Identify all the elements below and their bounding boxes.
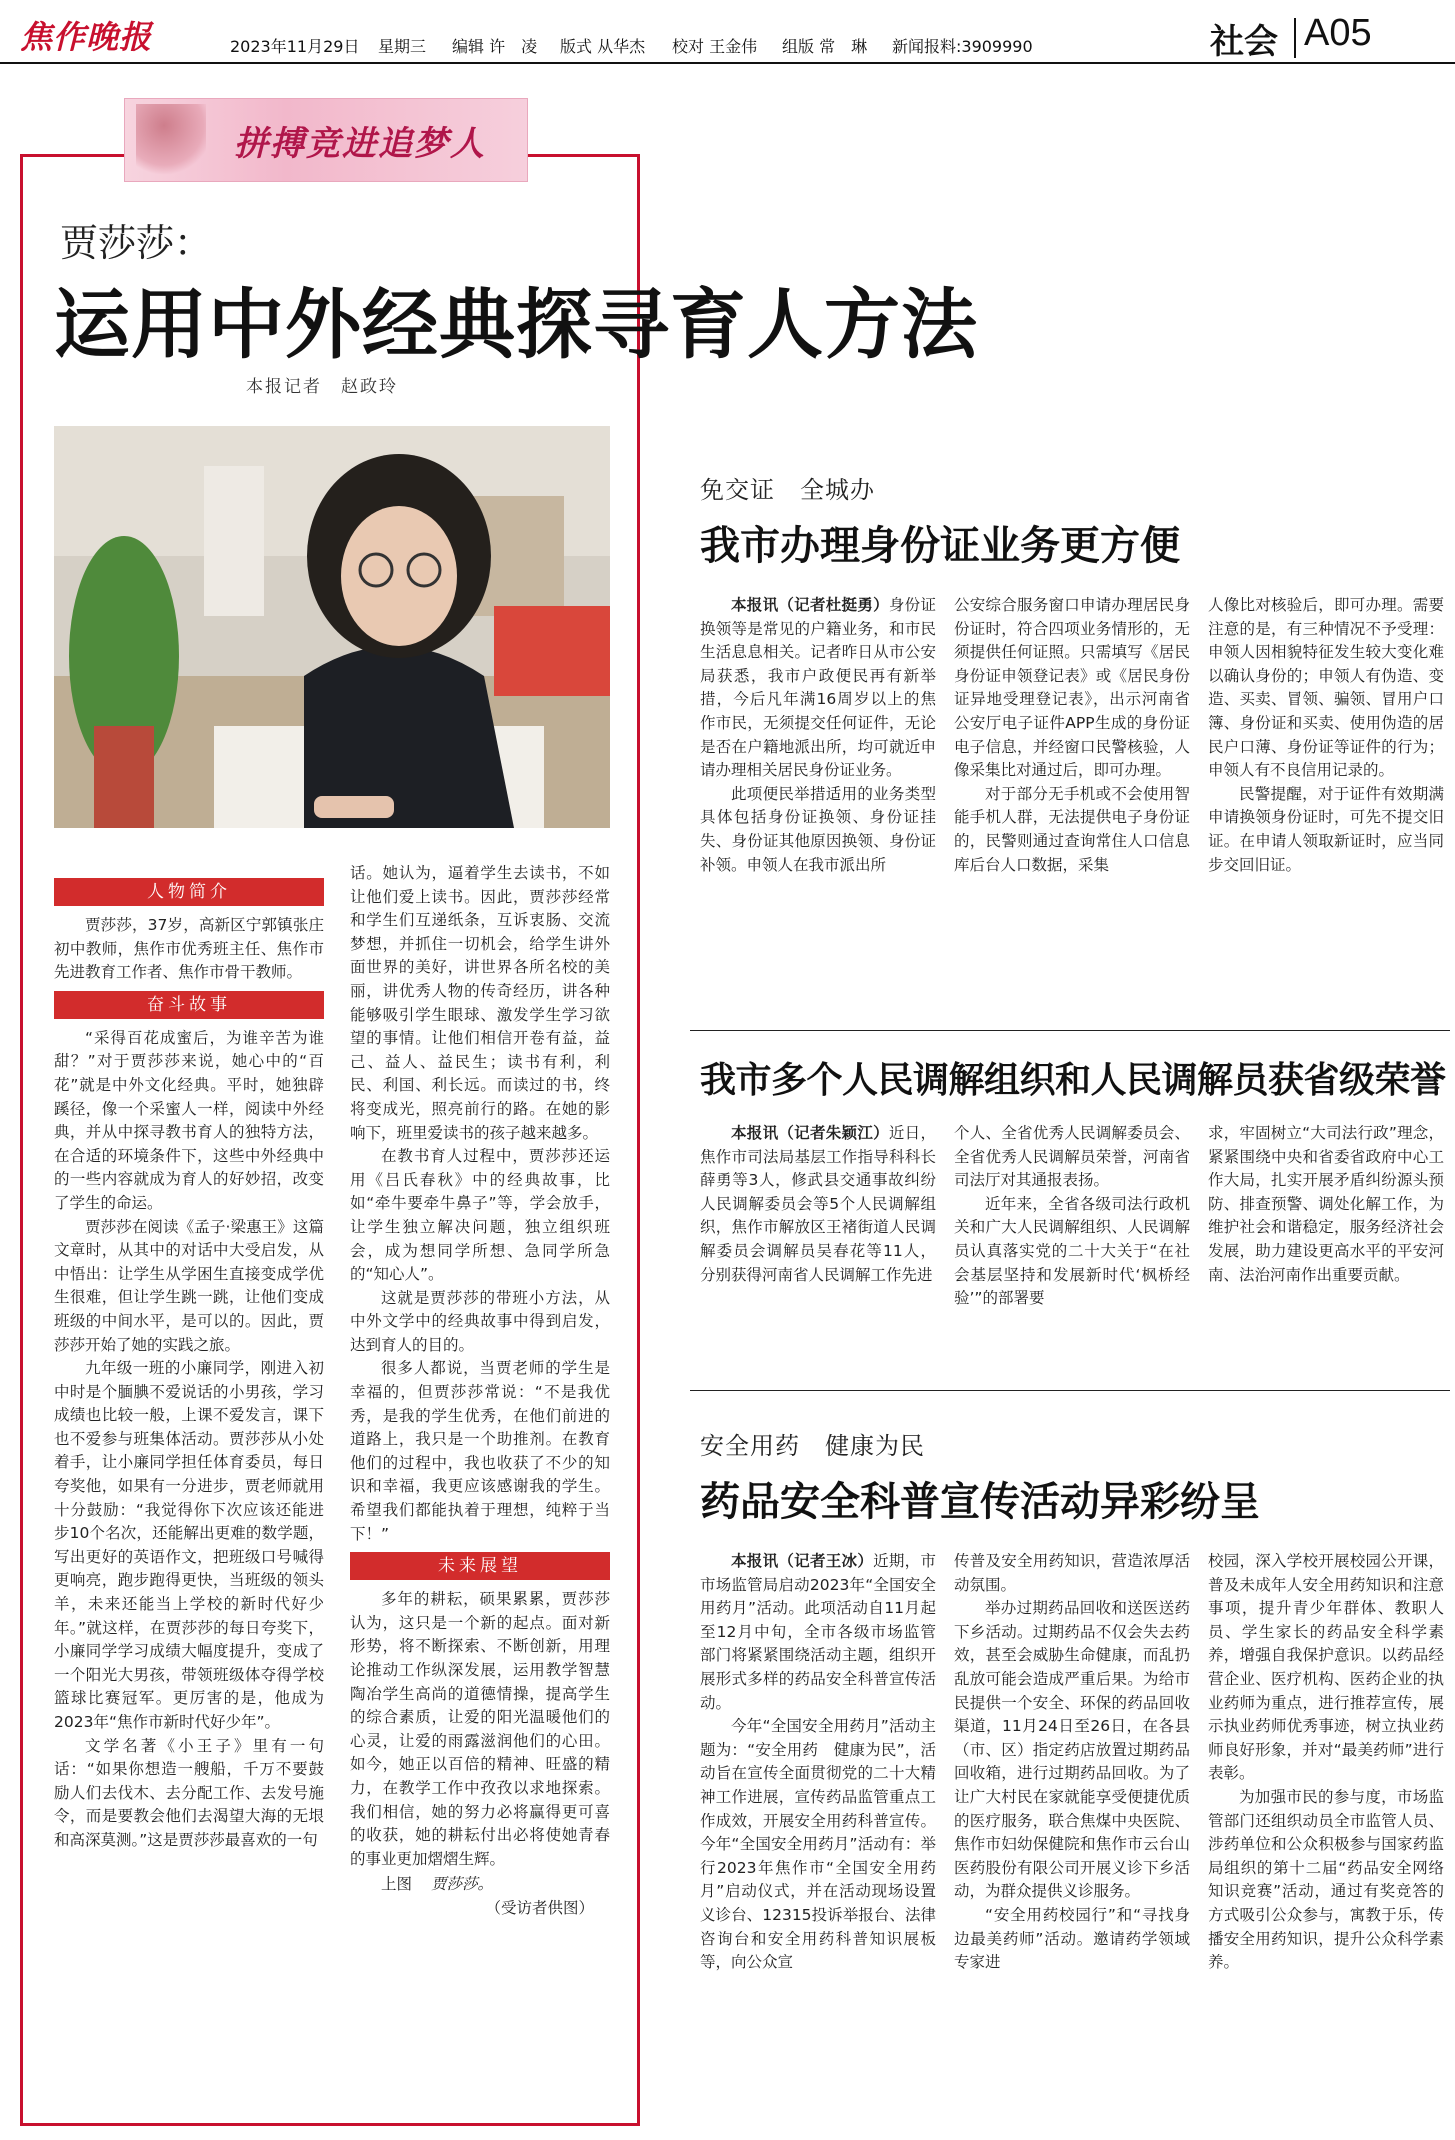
photo-caption (350, 1873, 610, 1897)
body-paragraph: 传普及安全用药知识，营造浓厚活动氛围。 (954, 1552, 1190, 1594)
body-paragraph: “采得百花成蜜后，为谁辛苦为谁甜？”对于贾莎莎来说，她心中的“百花”就是中外文化经典。平时，她独辟蹊径，像一个采蜜人一样，阅读中外经典，并从中探寻教书育人的独特方法，在合适的环境条件下，这些中外经典中的一些内容就成为育人的好妙招，改变了学生的命运。 (54, 1028, 324, 1212)
body-paragraph: 校园，深入学校开展校园公开课，普及未成年人安全用药知识和注意事项，提升青少年群体、教职人员、学生家长的药品安全科学素养，增强自我保护意识。以药品经营企业、医疗机构、医药企业的执业药师为重点，进行推荐宣传，展示执业药师优秀事迹，树立执业药师良好形象，并对“最美药师”进行表彰。 (1208, 1552, 1444, 1783)
story2-kicker: 免交证 全城办 (700, 476, 875, 504)
section-tag-future: 未来展望 (350, 1552, 610, 1580)
body-paragraph: 这就是贾莎莎的带班小方法，从中外文学中的经典故事中得到启发，达到育人的目的。 (350, 1288, 610, 1354)
body-paragraph: 本报讯（记者杜挺勇）身份证换领等是常见的户籍业务，和市民生活息息相关。记者昨日从市公安局获悉，我市户政便民再有新举措，今后凡年满16周岁以上的焦作市民，无须提交任何证件，无论是否在户籍地派出所，均可就近申请办理相关居民身份证业务。 (700, 596, 936, 780)
story2-column-1 (700, 594, 936, 1014)
body-paragraph: 此项便民举措适用的业务类型具体包括身份证换领、身份证挂失、身份证其他原因换领、身份证补领。申领人在我市派出所 (700, 784, 936, 874)
story4-kicker: 安全用药 健康为民 (700, 1432, 925, 1460)
reporter: （记者朱颖江） (778, 1124, 889, 1142)
page-number: A05 (1304, 12, 1372, 54)
story2-column-3 (1208, 594, 1444, 1014)
teacher-photo (54, 426, 610, 828)
story4-column-3 (1208, 1550, 1444, 2130)
masthead-rule (0, 62, 1455, 64)
body-paragraph: 贾莎莎在阅读《孟子·梁惠王》这篇文章时，从其中的对话中大受启发，从中悟出：让学生从学困生直接变成学优生很难，但让学生跳一跳，让他们变成班级的中间水平，是可以的。因此，贾莎莎开始了她的实践之旅。 (54, 1217, 324, 1354)
banner-title: 拼搏竞进追梦人 (234, 124, 486, 164)
story2-headline: 我市办理身份证业务更方便 (700, 523, 1180, 569)
reporter: （记者王冰） (778, 1552, 874, 1570)
body-paragraph: 九年级一班的小廉同学，刚进入初中时是个腼腆不爱说话的小男孩，学习成绩也比较一般，上课不爱发言，课下也不爱参与班集体活动。贾莎莎从小处着手，让小廉同学担任体育委员，每日夸奖他，如果有一分进步，贾老师就用十分鼓励：“我觉得你下次应该还能进步10个名次，还能解出更难的数学题，写出更好的英语作文，把班级口号喊得更响亮，跑步跑得更快，当班级的领头羊，未来还能当上学校的新时代好少年。”就这样，在贾莎莎的每日夸奖下，小廉同学学习成绩大幅度提升，变成了一个阳光大男孩，带领班级体夺得学校篮球比赛冠军。更厉害的是，他成为2023年“焦作市新时代好少年”。 (54, 1359, 324, 1731)
caption-label: 上图 (381, 1875, 413, 1894)
feature-kicker: 贾莎莎： (60, 221, 213, 265)
story2-column-2 (954, 594, 1190, 1014)
story3-column-1 (700, 1122, 936, 1372)
body-paragraph: 话。她认为，逼着学生去读书，不如让他们爱上读书。因此，贾莎莎经常和学生们互递纸条，互诉衷肠、交流梦想，并抓住一切机会，给学生讲外面世界的美好，讲世界各所名校的美丽，讲优秀人物的传奇经历，讲各种能够吸引学生眼球、激发学生学习欲望的事情。让他们相信开卷有益，益己、益人、益民生；读书有利，利民、利国、利长远。而读过的书，终将变成光，照亮前行的路。在她的影响下，班里爱读书的孩子越来越多。 (350, 864, 610, 1142)
body-paragraph: 很多人都说，当贾老师的学生是幸福的，但贾莎莎常说：“不是我优秀，是我的学生优秀，在他们前进的道路上，我只是一个助推剂。在教育他们的过程中，我也收获了不少的知识和幸福，我更应该感谢我的学生。希望我们都能执着于理想，纯粹于当下！” (350, 1359, 610, 1543)
feature-headline: 运用中外经典探寻育人方法 (54, 280, 978, 369)
story3-column-3 (1208, 1122, 1444, 1372)
body-paragraph: 公安综合服务窗口申请办理居民身份证时，符合四项业务情形的，无须提供任何证照。只需填写《居民身份证申领登记表》或《居民身份证异地受理登记表》，出示河南省公安厅电子证件APP生成的身份证电子信息，并经窗口民警核验，人像采集比对通过后，即可办理。 (954, 596, 1190, 780)
masthead-hotline: 新闻报料:3909990 (892, 37, 1033, 56)
feature-byline: 本报记者 赵政玲 (246, 377, 398, 397)
masthead-proof: 校对 王金伟 (672, 37, 758, 56)
body-paragraph: 举办过期药品回收和送医送药下乡活动。过期药品不仅会失去药效，甚至会威胁生命健康，而乱扔乱放可能会造成严重后果。为给市民提供一个安全、环保的药品回收渠道，11月24日至26日，在各县（市、区）指定药店放置过期药品回收箱，进行过期药品回收。为了让广大村民在家就能享受便捷优质的医疗服务，联合焦煤中央医院、焦作市妇幼保健院和焦作市云台山医药股份有限公司开展义诊下乡活动，为群众提供义诊服务。 (954, 1599, 1190, 1901)
body-paragraph: 民警提醒，对于证件有效期满申请换领身份证时，可先不提交旧证。在申请人领取新证时，应当同步交回旧证。 (1208, 784, 1444, 874)
body-paragraph: 近年来，全省各级司法行政机关和广大人民调解组织、人民调解员认真落实党的二十大关于“在社会基层坚持和发展新时代‘枫桥经验’”的部署要 (954, 1194, 1190, 1308)
reporter: （记者杜挺勇） (778, 596, 889, 614)
body-paragraph: “安全用药校园行”和“寻找身边最美药师”活动。邀请药学领域专家进 (954, 1905, 1190, 1972)
story4-headline: 药品安全科普宣传活动异彩纷呈 (700, 1479, 1260, 1525)
body-paragraph: 多年的耕耘，硕果累累，贾莎莎认为，这只是一个新的起点。面对新形势，将不断探索、不断创新，用理论推动工作纵深发展，运用教学智慧陶冶学生高尚的道德情操，提高学生的综合素质，让爱的阳光温暖他们的心灵，让爱的雨露滋润他们的心田。如今，她正以百倍的精神、旺盛的精力，在教学工作中孜孜以求地探索。我们相信，她的努力必将赢得更可喜的收获，她的耕耘付出必将使她青春的事业更加熠熠生辉。 (350, 1590, 610, 1868)
body-paragraph: 在教书育人过程中，贾莎莎还运用《吕氏春秋》中的经典故事，比如“牵牛要牵牛鼻子”等，学会放手，让学生独立解决问题，独立组织班会，成为想同学所想、急同学所急的“知心人”。 (350, 1147, 610, 1284)
section-tag-profile: 人物简介 (54, 878, 324, 906)
story-separator (690, 1390, 1450, 1391)
feature-banner (124, 98, 528, 182)
story4-column-2 (954, 1550, 1190, 2130)
story3-column-2 (954, 1122, 1190, 1372)
lead-tag: 本报讯 (731, 1124, 779, 1142)
body-paragraph: 个人、全省优秀人民调解委员会、全省优秀人民调解员荣誉，河南省司法厅对其通报表扬。 (954, 1124, 1190, 1190)
body-paragraph: 今年“全国安全用药月”活动主题为：“安全用药 健康为民”，活动旨在宣传全面贯彻党的二十大精神工作进展，宣传药品监管重点工作成效，开展安全用药科普宣传。今年“全国安全用药月”活动有：举行2023年焦作市“全国安全用药月”启动仪式，并在活动现场设置义诊台、12315投诉举报台、法律咨询台和安全用药科普知识展板等，向公众宣 (700, 1717, 936, 1972)
profile-paragraph: 贾莎莎，37岁，高新区宁郭镇张庄初中教师，焦作市优秀班主任、焦作市先进教育工作者、焦作市骨干教师。 (54, 916, 324, 982)
lead-tag: 本报讯 (731, 596, 779, 614)
body-paragraph: 求，牢固树立“大司法行政”理念，紧紧围绕中央和省委省政府中心工作大局，扎实开展矛盾纠纷源头预防、排查预警、调处化解工作，为维护社会和谐稳定，服务经济社会发展，助力建设更高水平的平安河南、法治河南作出重要贡献。 (1208, 1124, 1444, 1284)
section-name: 社会 (1210, 22, 1278, 62)
masthead-date: 2023年11月29日 (230, 37, 360, 56)
story-separator (690, 1030, 1450, 1031)
masthead-layout: 版式 从华杰 (560, 37, 646, 56)
masthead (0, 0, 1455, 64)
body-paragraph: 人像比对核验后，即可办理。需要注意的是，有三种情况不予受理：申领人因相貌特征发生较大变化难以确认身份的；申领人有伪造、变造、买卖、冒领、骗领、冒用户口簿、身份证和买卖、使用伪造的居民户口薄、身份证等证件的行为；申领人有不良信用记录的。 (1208, 596, 1444, 780)
body-paragraph: 对于部分无手机或不会使用智能手机人群，无法提供电子身份证的，民警则通过查询常住人口信息库后台人口数据，采集 (954, 784, 1190, 874)
story3-headline: 我市多个人民调解组织和人民调解员获省级荣誉 (700, 1060, 1446, 1101)
newspaper-logo: 焦作晚报 (20, 18, 153, 56)
feature-column-1 (54, 872, 324, 2112)
teacher-photo-illustration (54, 426, 610, 828)
masthead-editor: 编辑 许 凌 (452, 37, 538, 56)
section-tag-struggle: 奋斗故事 (54, 991, 324, 1019)
masthead-weekday: 星期三 (378, 37, 427, 56)
body-paragraph: 为加强市民的参与度，市场监管部门还组织动员全市监管人员、涉药单位和公众积极参与国家药监局组织的第十二届“药品安全网络知识竞赛”活动，通过有奖竞答的方式吸引公众参与，寓教于乐，传播安全用药知识，提升公众科学素养。 (1208, 1787, 1444, 1972)
lead-tag: 本报讯 (731, 1552, 779, 1570)
story4-column-1 (700, 1550, 936, 2130)
runner-graphic (136, 104, 206, 176)
masthead-group: 组版 常 琳 (782, 37, 868, 56)
caption-source: （受访者供图） (485, 1898, 594, 1917)
body-paragraph: 文学名著《小王子》里有一句话：“如果你想造一艘船，千万不要鼓励人们去伐木、去分配工作、去发号施令，而是要教会他们去渴望大海的无垠和高深莫测。”这是贾莎莎最喜欢的一句 (54, 1736, 324, 1849)
caption-person: 贾莎莎。 (430, 1875, 493, 1894)
section-divider (1294, 18, 1296, 58)
body-paragraph: 本报讯（记者王冰）近期，市市场监管局启动2023年“全国安全用药月”活动。此项活动自11月起至12月中旬，全市各级市场监管部门将紧紧围绕活动主题，组织开展形式多样的药品安全科普宣传活动。 (700, 1552, 936, 1712)
feature-column-2 (350, 862, 610, 2112)
body-paragraph: 本报讯（记者朱颖江）近日，焦作市司法局基层工作指导科科长薛勇等3人，修武县交通事故纠纷人民调解委员会等5个人民调解组织，焦作市解放区王褚街道人民调解委员会调解员吴春花等11人，分别获得河南省人民调解工作先进 (700, 1124, 936, 1284)
